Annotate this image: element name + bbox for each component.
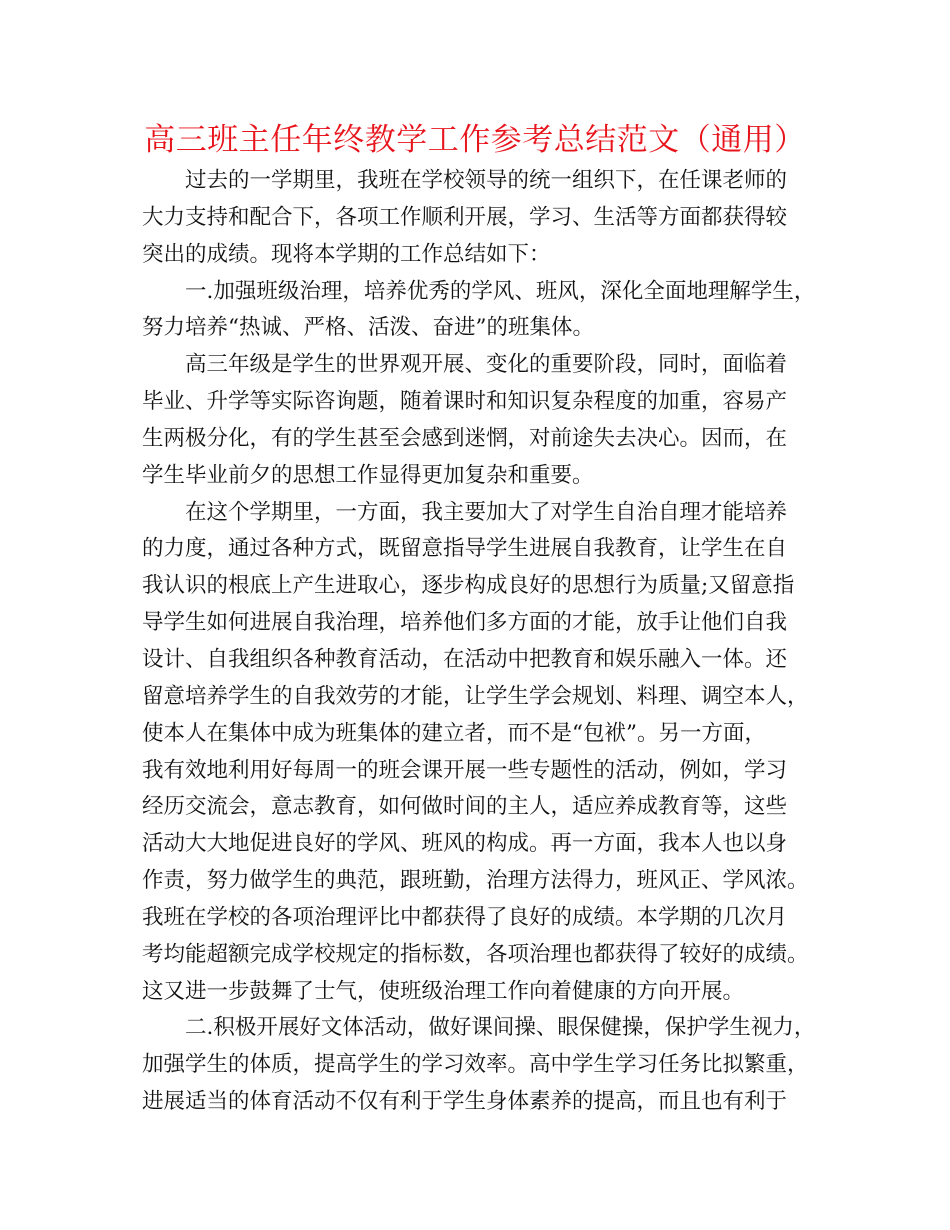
body-line: 学生毕业前夕的思想工作显得更加复杂和重要。 (142, 462, 594, 488)
body-line: 作责，努力做学生的典范，跟班勤，治理方法得力，班风正、学风浓。 (142, 868, 809, 894)
document-title: 高三班主任年终教学工作参考总结范文（通用） (144, 122, 806, 158)
body-line: 我有效地利用好每周一的班会课开展一些专题性的活动，例如，学习 (142, 757, 788, 783)
body-line: 进展适当的体育活动不仅有利于学生身体素养的提高，而且也有利于 (142, 1089, 788, 1115)
body-line: 努力培养“热诚、严格、活泼、奋进”的班集体。 (142, 315, 594, 341)
body-line: 高三年级是学生的世界观开展、变化的重要阶段，同时，面临着 (185, 352, 788, 378)
body-line: 的力度，通过各种方式，既留意指导学生进展自我教育，让学生在自 (142, 536, 788, 562)
body-line: 我班在学校的各项治理评比中都获得了良好的成绩。本学期的几次月 (142, 904, 788, 930)
body-line: 在这个学期里，一方面，我主要加大了对学生自治自理才能培养 (185, 499, 788, 525)
body-line: 毕业、升学等实际咨询题，随着课时和知识复杂程度的加重，容易产 (142, 389, 788, 415)
body-line: 留意培养学生的自我效劳的才能，让学生学会规划、料理、调空本人， (142, 683, 809, 709)
body-line: 过去的一学期里，我班在学校领导的统一组织下，在任课老师的 (185, 168, 788, 193)
body-line: 生两极分化，有的学生甚至会感到迷惘，对前途失去决心。因而，在 (142, 425, 788, 451)
body-line: 我认识的根底上产生进取心，逐步构成良好的思想行为质量;又留意指 (142, 573, 795, 599)
document-body (142, 163, 822, 1121)
body-line: 突出的成绩。现将本学期的工作总结如下： (142, 241, 551, 267)
body-line: 活动大大地促进良好的学风、班风的构成。再一方面，我本人也以身 (142, 831, 788, 857)
body-line: 设计、自我组织各种教育活动，在活动中把教育和娱乐融入一体。还 (142, 646, 788, 672)
body-line: 导学生如何进展自我治理，培养他们多方面的才能，放手让他们自我 (142, 610, 788, 636)
body-line: 这又进一步鼓舞了士气，使班级治理工作向着健康的方向开展。 (142, 978, 745, 1004)
body-line: 经历交流会，意志教育，如何做时间的主人，适应养成教育等，这些 (142, 794, 788, 820)
body-line: 考均能超额完成学校规定的指标数，各项治理也都获得了较好的成绩。 (142, 941, 809, 967)
body-line: 大力支持和配合下，各项工作顺利开展，学习、生活等方面都获得较 (142, 204, 788, 230)
body-line: 加强学生的体质，提高学生的学习效率。高中学生学习任务比拟繁重， (142, 1052, 809, 1078)
body-line: 二.积极开展好文体活动，做好课间操、眼保健操，保护学生视力， (185, 1015, 816, 1041)
body-line: 一.加强班级治理，培养优秀的学风、班风，深化全面地理解学生， (185, 278, 816, 304)
body-line: 使本人在集体中成为班集体的建立者，而不是“包袱”。另一方面， (142, 720, 766, 746)
